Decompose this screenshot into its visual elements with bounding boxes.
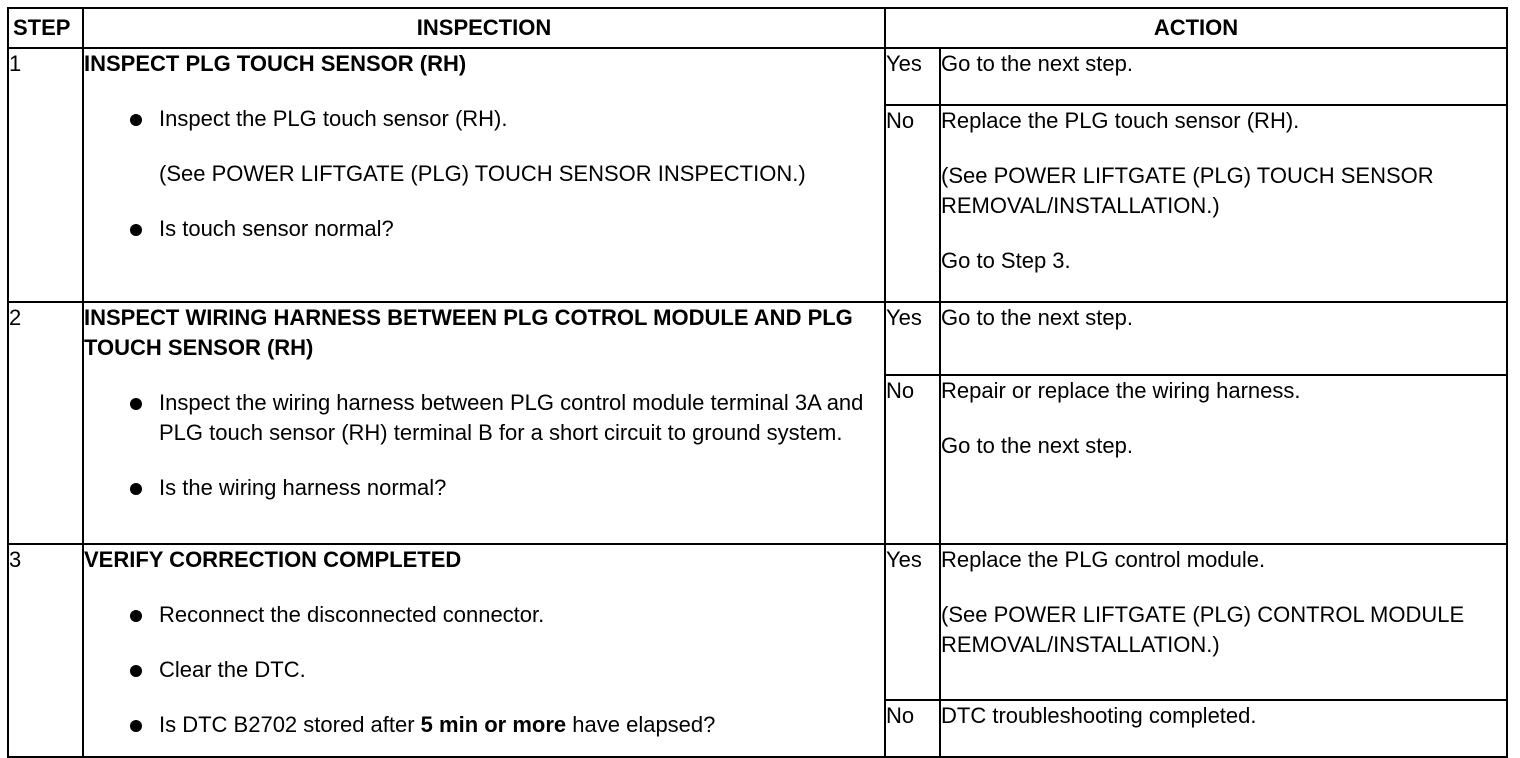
bullet-text: Inspect the PLG touch sensor (RH). <box>159 106 508 131</box>
yes-action <box>940 302 1507 375</box>
bullet-text: Is touch sensor normal? <box>159 216 394 241</box>
header-inspection: INSPECTION <box>83 8 885 48</box>
bullet-text-emphasis: 5 min or more <box>420 712 567 737</box>
bullet-list <box>84 388 884 503</box>
step-title: INSPECT WIRING HARNESS BETWEEN PLG COTROL MODULE AND PLG TOUCH SENSOR (RH) <box>84 305 853 360</box>
troubleshooting-table <box>7 7 1508 758</box>
step-number: 3 <box>8 544 83 757</box>
table-row <box>8 302 1507 375</box>
bullet-icon <box>130 483 142 495</box>
step-number: 1 <box>8 48 83 302</box>
inspection-cell <box>83 544 885 757</box>
no-action <box>940 700 1507 757</box>
bullet-list <box>84 600 884 740</box>
inspection-cell <box>83 48 885 302</box>
yes-action <box>940 544 1507 700</box>
no-label: No <box>885 700 940 757</box>
action-text: (See POWER LIFTGATE (PLG) TOUCH SENSOR REMOVAL/INSTALLATION.) <box>941 163 1434 218</box>
bullet-text-post: have elapsed? <box>566 712 716 737</box>
action-text: DTC troubleshooting completed. <box>941 703 1257 728</box>
bullet-text: Reconnect the disconnected connector. <box>159 602 545 627</box>
no-action <box>940 375 1507 544</box>
list-item <box>84 214 884 244</box>
yes-label: Yes <box>885 48 940 105</box>
yes-label: Yes <box>885 302 940 375</box>
bullet-icon <box>130 720 142 732</box>
table-header-row <box>8 8 1507 48</box>
action-text: (See POWER LIFTGATE (PLG) CONTROL MODULE REMOVAL/INSTALLATION.) <box>941 602 1465 657</box>
header-step: STEP <box>8 8 83 48</box>
list-item <box>84 710 884 740</box>
bullet-icon <box>130 398 142 410</box>
table-row <box>8 48 1507 105</box>
action-text: Repair or replace the wiring harness. <box>941 378 1301 403</box>
no-label: No <box>885 375 940 544</box>
list-item <box>84 104 884 134</box>
bullet-list <box>84 104 884 134</box>
bullet-icon <box>130 224 142 236</box>
list-item <box>84 473 884 503</box>
action-text: Go to the next step. <box>941 433 1134 458</box>
action-text: Go to the next step. <box>941 305 1134 330</box>
reference-note: (See POWER LIFTGATE (PLG) TOUCH SENSOR INSPECTION.) <box>159 161 806 186</box>
header-action: ACTION <box>885 8 1507 48</box>
yes-label: Yes <box>885 544 940 700</box>
bullet-text: Inspect the wiring harness between PLG control module terminal 3A and PLG touch sensor (RH) terminal B for a short circuit to ground system. <box>159 390 864 445</box>
bullet-text: Is the wiring harness normal? <box>159 475 447 500</box>
list-item <box>84 655 884 685</box>
bullet-text-pre: Is DTC B2702 stored after <box>159 712 421 737</box>
bullet-icon <box>130 114 142 126</box>
action-text: Go to Step 3. <box>941 248 1071 273</box>
bullet-text: Clear the DTC. <box>159 657 306 682</box>
action-text: Replace the PLG touch sensor (RH). <box>941 108 1300 133</box>
no-label: No <box>885 105 940 302</box>
bullet-icon <box>130 610 142 622</box>
bullet-icon <box>130 665 142 677</box>
list-item <box>84 388 884 448</box>
yes-action <box>940 48 1507 105</box>
no-action <box>940 105 1507 302</box>
step-number: 2 <box>8 302 83 544</box>
inspection-cell <box>83 302 885 544</box>
list-item <box>84 600 884 630</box>
bullet-list <box>84 214 884 244</box>
step-title: INSPECT PLG TOUCH SENSOR (RH) <box>84 51 467 76</box>
table-row <box>8 544 1507 700</box>
step-title: VERIFY CORRECTION COMPLETED <box>84 547 462 572</box>
action-text: Go to the next step. <box>941 51 1134 76</box>
action-text: Replace the PLG control module. <box>941 547 1266 572</box>
